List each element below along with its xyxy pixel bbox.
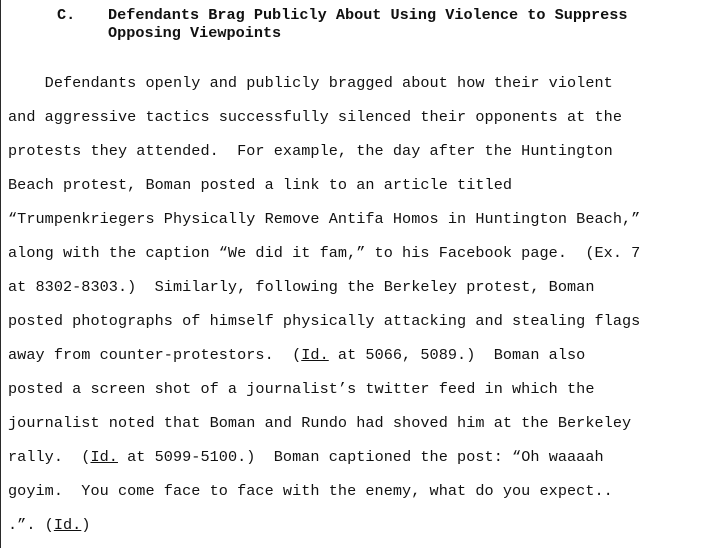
body-line-9-text-a: away from counter-protestors. ( (8, 346, 302, 364)
id-citation: Id. (301, 346, 329, 364)
body-line-12 (8, 448, 604, 466)
body-line-8: posted photographs of himself physically attacking and stealing flags (8, 312, 641, 330)
body-line-7: at 8302-8303.) Similarly, following the Berkeley protest, Boman (8, 278, 595, 296)
body-line-5: “Trumpenkriegers Physically Remove Antifa Homos in Huntington Beach,” (8, 210, 641, 228)
body-line-6: along with the caption “We did it fam,” to his Facebook page. (Ex. 7 (8, 244, 641, 262)
body-line-9-text-b: at 5066, 5089.) Boman also (328, 346, 586, 364)
body-line-14-text-a: .”. ( (8, 516, 54, 534)
body-line-14-text-b: ) (81, 516, 91, 534)
body-line-12-text-b: at 5099-5100.) Boman captioned the post: “Oh waaaah (117, 448, 604, 466)
id-citation: Id. (90, 448, 118, 466)
section-heading-line-2: Opposing Viewpoints (108, 24, 282, 42)
body-line-4: Beach protest, Boman posted a link to an article titled (8, 176, 513, 194)
section-marker: C. (57, 6, 76, 24)
page-left-border (0, 0, 1, 548)
body-line-14 (8, 516, 91, 534)
section-heading (108, 6, 628, 42)
body-line-2: and aggressive tactics successfully silenced their opponents at the (8, 108, 622, 126)
body-line-9 (8, 346, 585, 364)
section-heading-line-1: Defendants Brag Publicly About Using Violence to Suppress (108, 6, 628, 24)
body-line-12-text-a: rally. ( (8, 448, 91, 466)
body-line-3: protests they attended. For example, the day after the Huntington (8, 142, 613, 160)
body-line-11: journalist noted that Boman and Rundo had shoved him at the Berkeley (8, 414, 632, 432)
body-line-13: goyim. You come face to face with the enemy, what do you expect.. (8, 482, 613, 500)
body-line-10: posted a screen shot of a journalist’s twitter feed in which the (8, 380, 595, 398)
id-citation: Id. (53, 516, 82, 534)
body-line-1: Defendants openly and publicly bragged about how their violent (8, 74, 613, 92)
